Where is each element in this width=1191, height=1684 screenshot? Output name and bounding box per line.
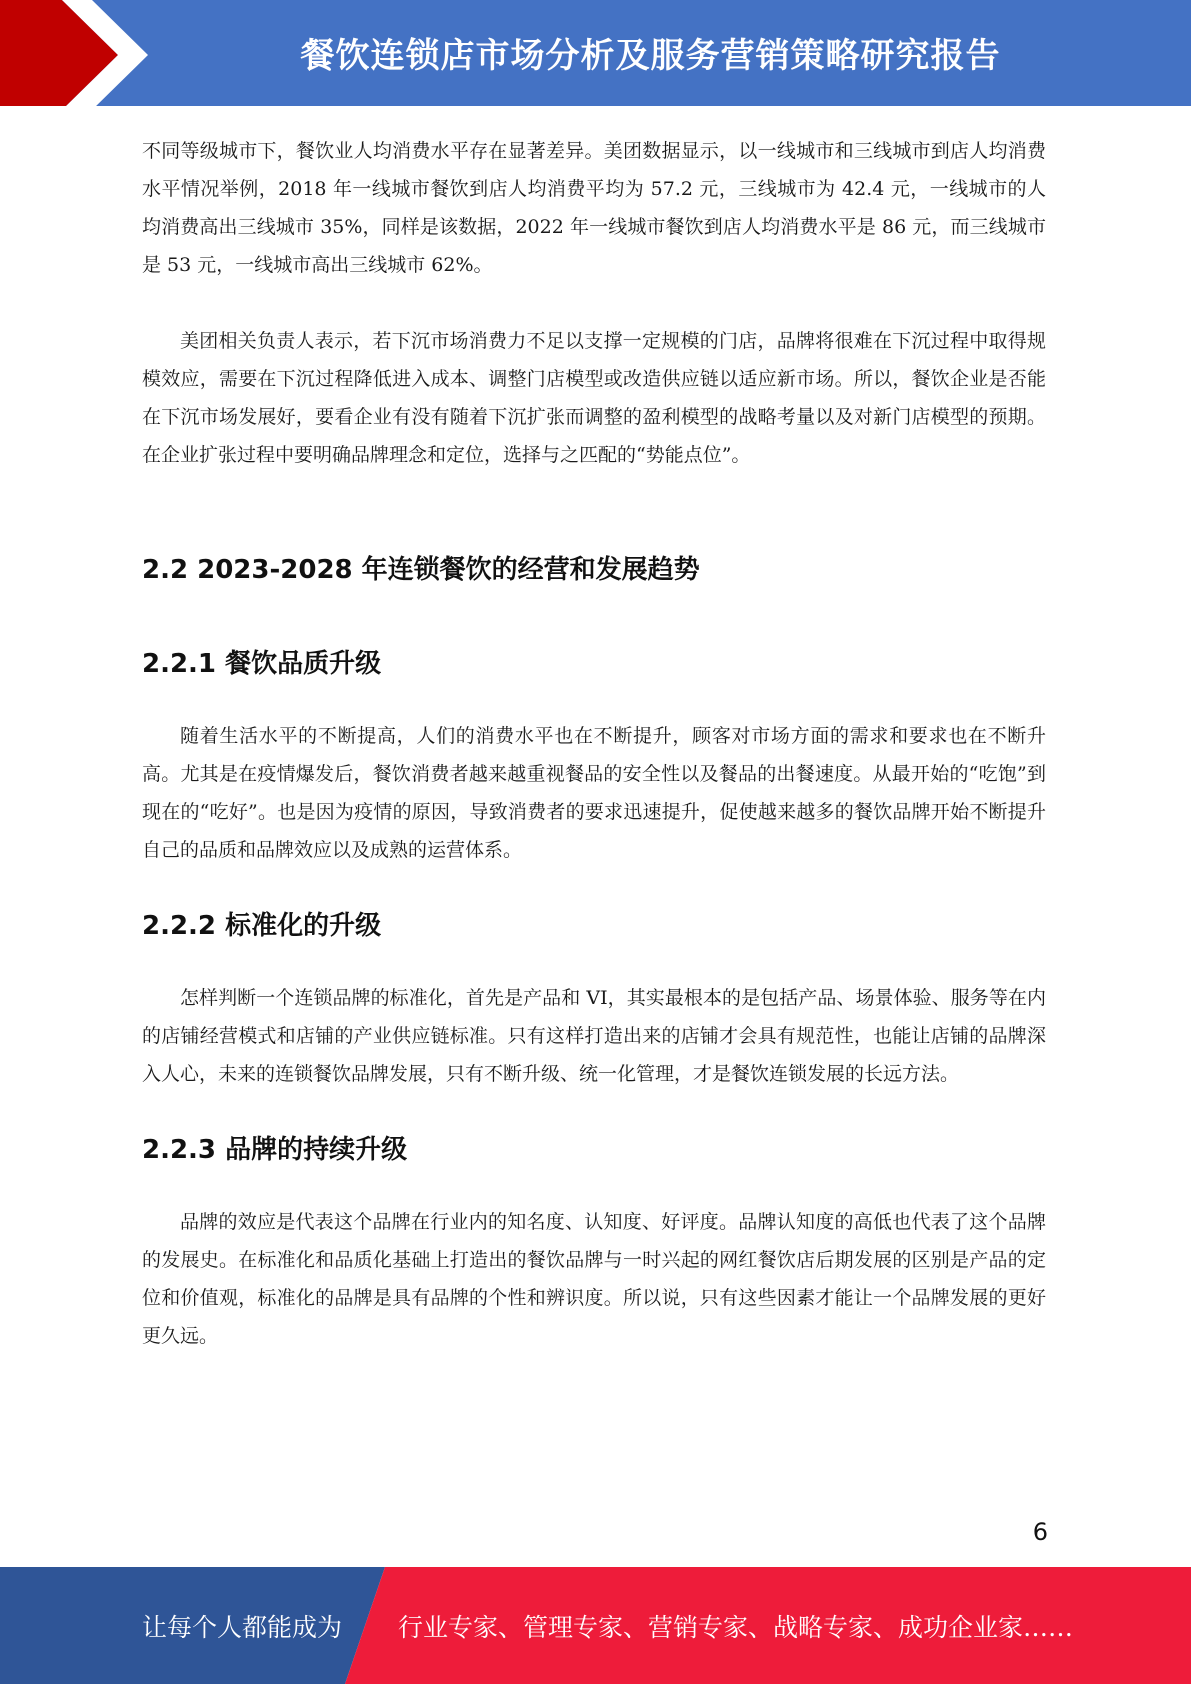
document-title: 餐饮连锁店市场分析及服务营销策略研究报告 [300,35,1001,76]
section-heading: 2.2 2023-2028 年连锁餐饮的经营和发展趋势 [142,555,700,585]
page-number: 6 [1032,1518,1048,1546]
header-chevron-decoration [0,0,160,110]
subsection-heading: 2.2.3 品牌的持续升级 [142,1135,408,1165]
paragraph: 品牌的效应是代表这个品牌在行业内的知名度、认知度、好评度。品牌认知度的高低也代表了这个品牌的发展史。在标准化和品质化基础上打造出的餐饮品牌与一时兴起的网红餐饮店后期发展的区别是产品的定位和价值观，标准化的品牌是具有品牌的个性和辨识度。所以说，只有这些因素才能让一个品牌发展的更好更久远。 [142,1211,1046,1347]
footer-banner [0,1567,1191,1684]
paragraph: 美团相关负责人表示，若下沉市场消费力不足以支撑一定规模的门店，品牌将很难在下沉过程中取得规模效应，需要在下沉过程降低进入成本、调整门店模型或改造供应链以适应新市场。所以，餐饮企业是否能在下沉市场发展好，要看企业有没有随着下沉扩张而调整的盈利模型的战略考量以及对新门店模型的预期。在企业扩张过程中要明确品牌理念和定位，选择与之匹配的“势能点位”。 [142,330,1046,466]
subsection-heading: 2.2.2 标准化的升级 [142,911,382,941]
footer-slogan-right: 行业专家、管理专家、营销专家、战略专家、成功企业家…… [398,1612,1074,1642]
header-banner [0,0,1191,110]
paragraph: 不同等级城市下，餐饮业人均消费水平存在显著差异。美团数据显示，以一线城市和三线城市到店人均消费水平情况举例，2018 年一线城市餐饮到店人均消费平均为 57.2 元，三线城市为 42.4 元，一线城市的人均消费高出三线城市 35%，同样是该数据，2022 年一线城市餐饮到店人均消费水平是 86 元，而三线城市是 53 元，一线城市高出三线城市 62%。 [142,140,1046,276]
document-body [142,132,1046,1355]
header-divider [0,106,1191,110]
paragraph: 怎样判断一个连锁品牌的标准化，首先是产品和 VI，其实最根本的是包括产品、场景体验、服务等在内的店铺经营模式和店铺的产业供应链标准。只有这样打造出来的店铺才会具有规范性，也能让店铺的品牌深入人心，未来的连锁餐饮品牌发展，只有不断升级、统一化管理，才是餐饮连锁发展的长远方法。 [142,987,1046,1085]
subsection-heading: 2.2.1 餐饮品质升级 [142,649,382,679]
paragraph: 随着生活水平的不断提高，人们的消费水平也在不断提升，顾客对市场方面的需求和要求也在不断升高。尤其是在疫情爆发后，餐饮消费者越来越重视餐品的安全性以及餐品的出餐速度。从最开始的“吃饱”到现在的“吃好”。也是因为疫情的原因，导致消费者的要求迅速提升，促使越来越多的餐饮品牌开始不断提升自己的品质和品牌效应以及成熟的运营体系。 [142,725,1046,861]
footer-slogan-left: 让每个人都能成为 [142,1612,343,1642]
